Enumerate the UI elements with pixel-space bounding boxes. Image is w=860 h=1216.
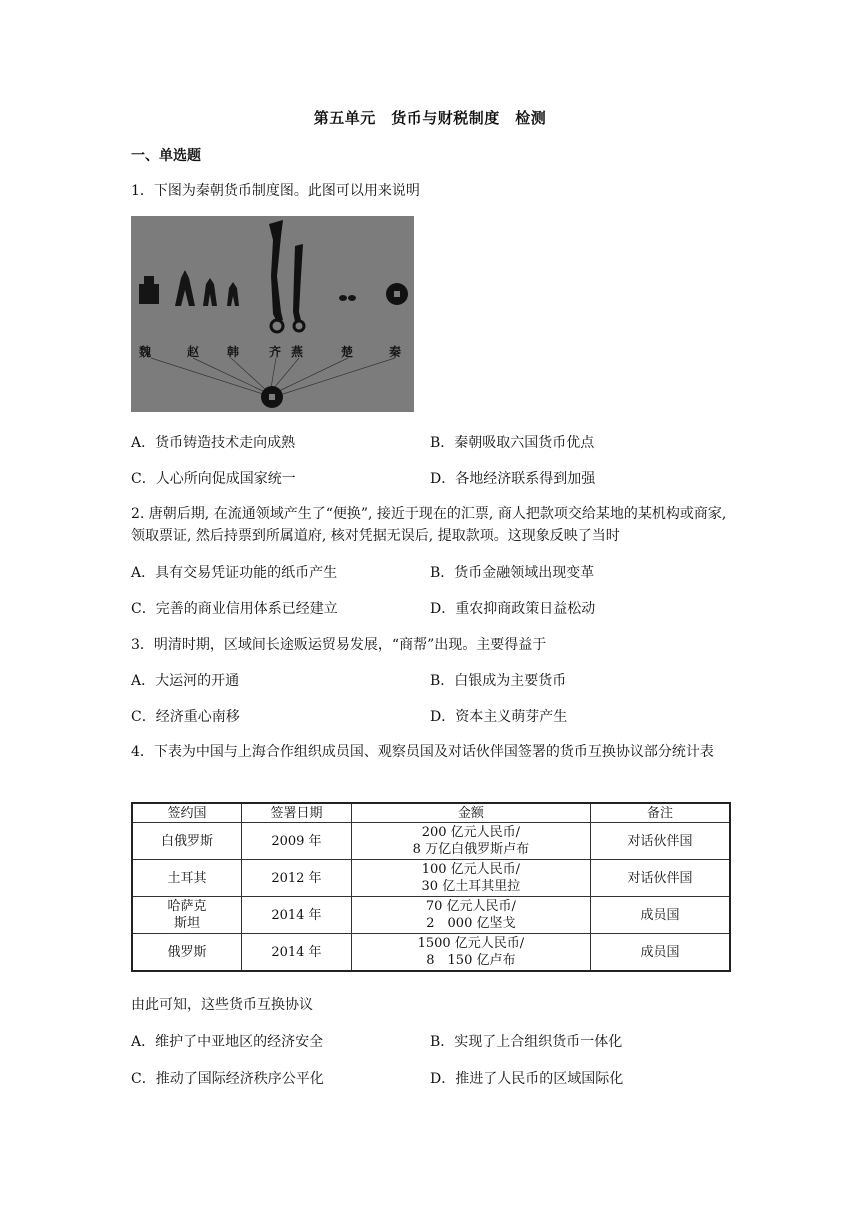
q2-option-a[interactable]: A．具有交易凭证功能的纸币产生 [131,565,338,581]
header-country: 签约国 [132,803,242,823]
q3-stem: 3．明清时期，区域间长途贩运贸易发展，“商帮”出现。主要得益于 [131,637,547,653]
q3-option-d[interactable]: D．资本主义萌芽产生 [430,709,568,725]
q2-option-d[interactable]: D．重农抑商政策日益松动 [430,601,596,617]
q1-stem: 1．下图为秦朝货币制度图。此图可以用来说明 [131,183,420,199]
cell-note: 成员国 [590,934,730,972]
q4-option-a[interactable]: A．维护了中亚地区的经济安全 [131,1034,324,1050]
amount-line-2: 2 000 亿坚戈 [426,916,516,931]
amount-line-2: 8 万亿白俄罗斯卢布 [412,842,530,857]
q3-option-a[interactable]: A．大运河的开通 [131,673,240,689]
q3-option-b[interactable]: B．白银成为主要货币 [430,673,567,689]
cell-country: 土耳其 [132,860,242,897]
table-header-row [132,803,730,823]
table-row [132,897,730,934]
section-heading: 一、单选题 [131,148,201,164]
cell-date: 2014 年 [242,897,352,934]
cell-note: 对话伙伴国 [590,860,730,897]
coin-shapes-image [131,216,414,412]
cell-country: 俄罗斯 [132,934,242,972]
q2-stem: 2. 唐朝后期, 在流通领域产生了“便换”, 接近于现在的汇票, 商人把款项交给某地的某机构或商家, 领取票证, 然后持票到所属道府, 核对凭据无误后, 提取款项。这现象反映了当时 [131,506,727,544]
page-title: 第五单元 货币与财税制度 检测 [313,109,547,127]
amount-line-2: 8 150 亿卢布 [426,953,516,968]
amount-line-1: 100 亿元人民币/ [421,862,521,877]
q1-option-d[interactable]: D．各地经济联系得到加强 [430,471,596,487]
header-date: 签署日期 [242,803,352,823]
cell-country [132,897,242,934]
figure-background [131,216,414,412]
q4-stem: 4．下表为中国与上海合作组织成员国、观察员国及对话伙伴国签署的货币互换协议部分统计表 [131,744,714,760]
qin-currency-figure [131,216,414,412]
coin-label-qi: 齐 [269,345,282,359]
cell-amount [351,934,590,972]
q4-follow-text: 由此可知，这些货币互换协议 [131,997,313,1013]
cell-note: 对话伙伴国 [590,823,730,860]
header-amount: 金额 [351,803,590,823]
round-coin-qin [386,283,408,305]
table-row [132,823,730,860]
header-note: 备注 [590,803,730,823]
q2-option-c[interactable]: C．完善的商业信用体系已经建立 [131,601,338,617]
cell-amount [351,823,590,860]
country-line-2: 斯坦 [174,916,201,931]
coin-label-zhao: 赵 [187,345,200,359]
amount-line-2: 30 亿土耳其里拉 [421,879,521,894]
q2-option-b[interactable]: B．货币金融领域出现变革 [430,565,595,581]
cell-date: 2012 年 [242,860,352,897]
q4-option-d[interactable]: D．推进了人民币的区域国际化 [430,1071,624,1087]
coin-label-chu: 楚 [341,345,354,359]
coin-label-qin: 秦 [389,345,402,359]
q1-option-c[interactable]: C．人心所向促成国家统一 [131,471,296,487]
q4-option-b[interactable]: B．实现了上合组织货币一体化 [430,1034,623,1050]
coin-label-wei: 魏 [139,345,152,359]
amount-line-1: 200 亿元人民币/ [421,825,521,840]
cell-country: 白俄罗斯 [132,823,242,860]
q3-option-c[interactable]: C．经济重心南移 [131,709,240,725]
amount-line-1: 1500 亿元人民币/ [417,936,525,951]
country-line-1: 哈萨克 [167,899,207,914]
cell-date: 2014 年 [242,934,352,972]
cell-amount [351,897,590,934]
currency-swap-table [131,802,731,972]
table-row [132,860,730,897]
cell-date: 2009 年 [242,823,352,860]
amount-line-1: 70 亿元人民币/ [425,899,516,914]
q1-option-b[interactable]: B．秦朝吸取六国货币优点 [430,435,595,451]
table-row [132,934,730,972]
q4-option-c[interactable]: C．推动了国际经济秩序公平化 [131,1071,324,1087]
q1-option-a[interactable]: A．货币铸造技术走向成熟 [131,435,296,451]
coin-label-han: 韩 [227,345,240,359]
cell-amount [351,860,590,897]
unified-round-coin [261,386,283,408]
coin-label-yan: 燕 [291,345,304,359]
cell-note: 成员国 [590,897,730,934]
